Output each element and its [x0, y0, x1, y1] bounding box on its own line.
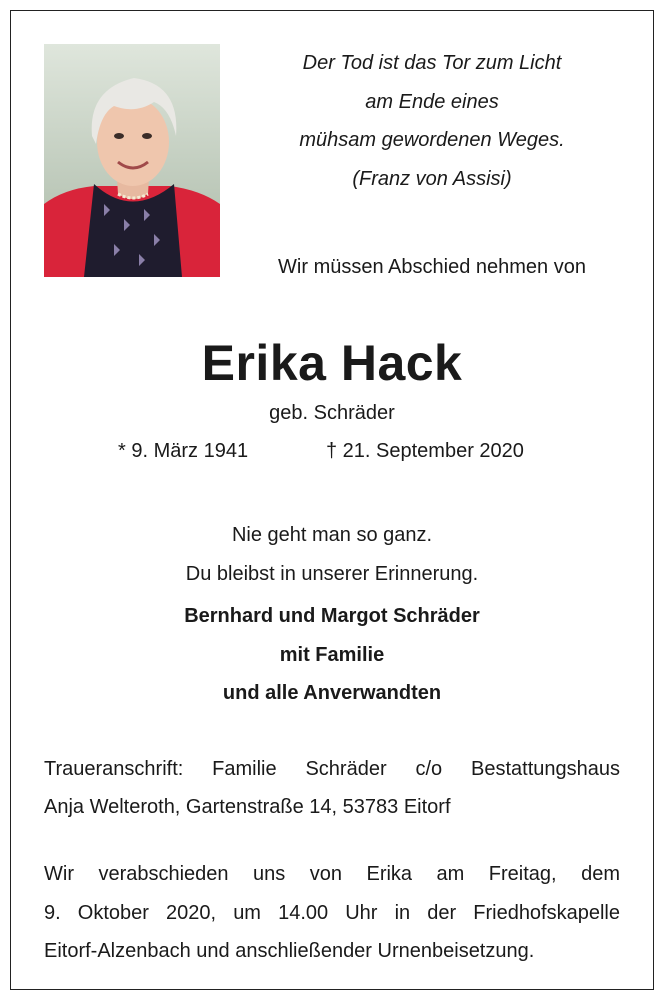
- verse: [0, 516, 664, 593]
- mourning-address: [44, 750, 620, 826]
- service-line: Eitorf-Alzenbach und anschließender Urnenbeisetzung.: [44, 940, 535, 962]
- deceased-name: Erika Hack: [201, 335, 463, 391]
- quote: [240, 44, 624, 198]
- quote-line: am Ende eines: [365, 90, 499, 113]
- farewell-intro: Wir müssen Abschied nehmen von: [278, 256, 586, 278]
- portrait-image: [44, 44, 220, 277]
- service-line: 9. Oktober 2020, um 14.00 Uhr in der Friedhofskapelle: [44, 901, 620, 924]
- birth-date: * 9. März 1941: [118, 440, 249, 462]
- death-date: † 21. September 2020: [326, 440, 524, 462]
- verse-line: Nie geht man so ganz.: [231, 524, 433, 546]
- maiden-name: geb. Schräder: [269, 402, 395, 424]
- quote-line: Der Tod ist das Tor zum Licht: [302, 52, 562, 74]
- quote-line: mühsam gewordenen Weges.: [299, 129, 565, 151]
- mourners-line: Bernhard und Margot Schräder: [184, 605, 480, 627]
- service-line: Wir verabschieden uns von Erika am Freitag, dem: [44, 863, 620, 885]
- mourners-line: mit Familie: [279, 643, 385, 666]
- service-notice: [44, 855, 620, 971]
- address-line: Anja Welteroth, Gartenstraße 14, 53783 Eitorf: [44, 796, 451, 818]
- portrait-photo: [44, 44, 220, 277]
- mourners-line: und alle Anverwandten: [222, 682, 442, 704]
- quote-attribution: (Franz von Assisi): [352, 167, 512, 190]
- verse-line: Du bleibst in unserer Erinnerung.: [185, 562, 479, 585]
- address-line: Traueranschrift: Familie Schräder c/o Bestattungshaus: [44, 758, 620, 780]
- mourners: [0, 597, 664, 713]
